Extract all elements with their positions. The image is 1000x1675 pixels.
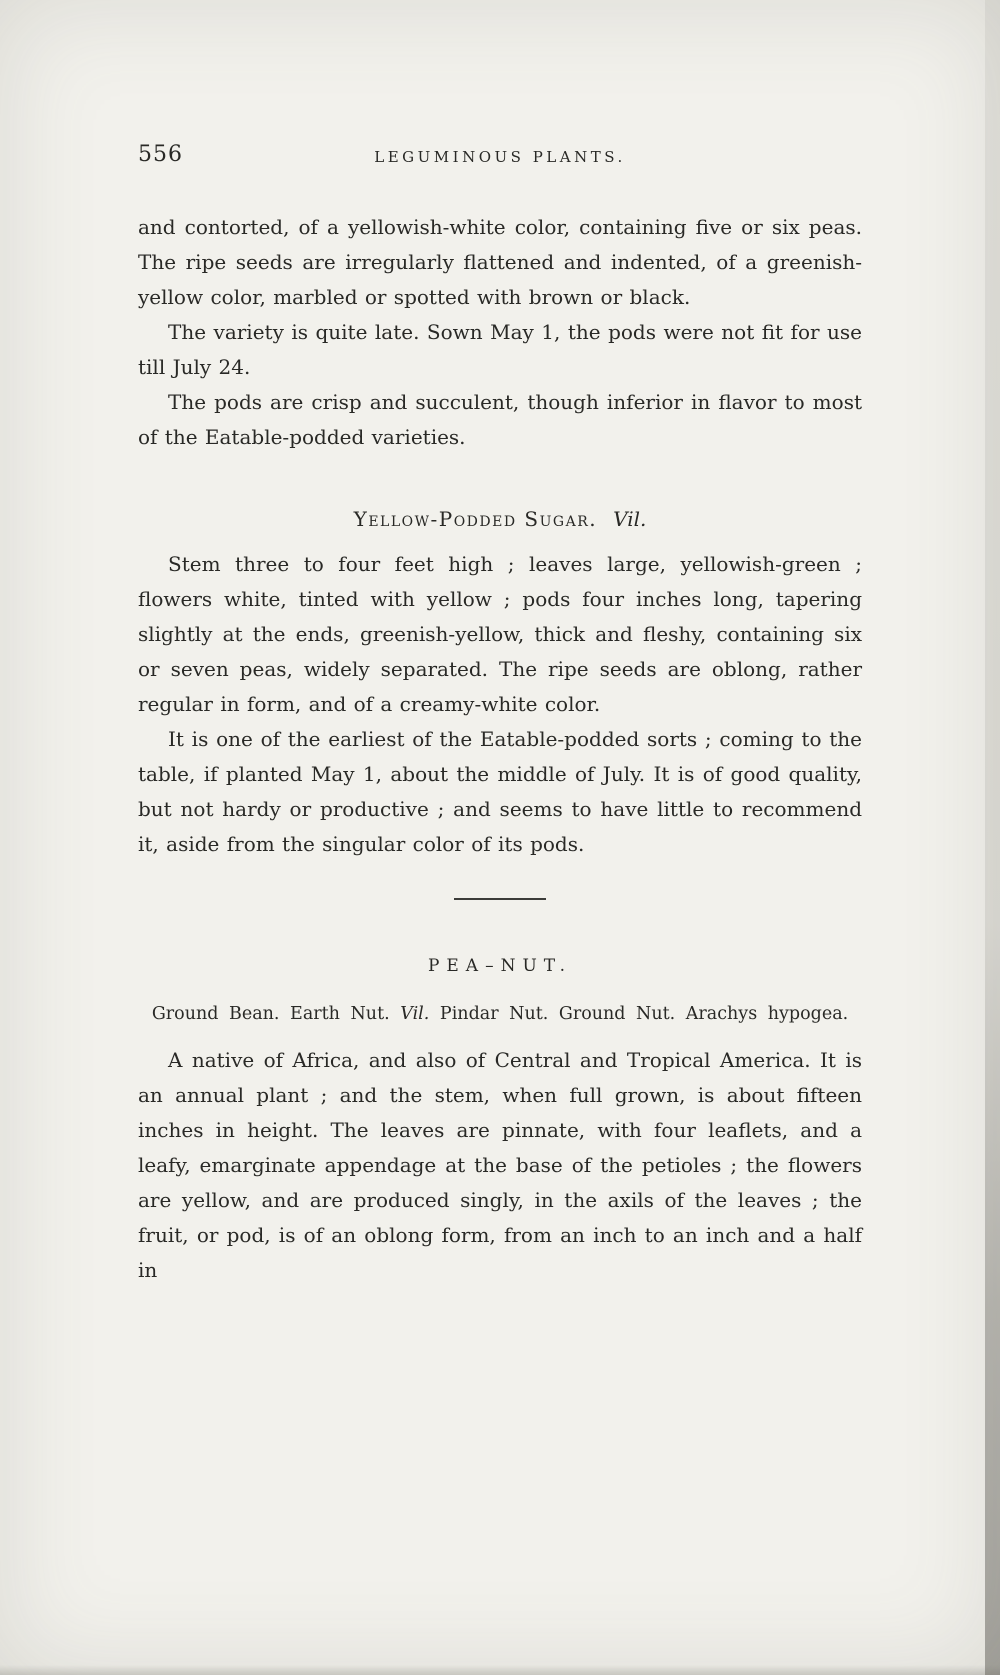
peanut-paragraph-1: A native of Africa, and also of Central and Tropical America. It is an annual plant ; and the stem, when full grown, is about fifteen inches in height. The leaves are pinnate, with four leaflets, and a leafy, emarginate appendage at the base of the petioles ; the flowers are yellow, and are produced singly, in the axils of the leaves ; the fruit, or pod, is of an oblong form, from an inch to an inch and a half in [138, 1048, 862, 1282]
section-heading-source: Vil. [613, 507, 647, 531]
section-heading-pea-nut: PEA–NUT. [427, 956, 573, 976]
yellow-podded-paragraph-2: It is one of the earliest of the Eatable-podded sorts ; coming to the table, if planted May 1, about the middle of July. It is of good quality, but not hardy or productive ; and seems to have little to recommend it, aside from the singular color of its pods. [138, 727, 862, 856]
synonyms-source: Vil. [400, 1004, 430, 1024]
intro-paragraph-1: and contorted, of a yellowish-white color, containing five or six peas. The ripe seeds are irregularly flattened and indented, of a greenish-yellow color, marbled or spotted with brown or black. [138, 215, 862, 309]
scan-binding-shadow [985, 0, 1000, 1675]
yellow-podded-paragraph-1: Stem three to four feet high ; leaves large, yellowish-green ; flowers white, tinted with yellow ; pods four inches long, tapering slightly at the ends, greenish-yellow, thick and fleshy, containing six or seven peas, widely separated. The ripe seeds are oblong, rather regular in form, and of a creamy-white color. [138, 552, 862, 716]
intro-paragraph-3: The pods are crisp and succulent, though inferior in flavor to most of the Eatable-podded varieties. [138, 390, 862, 449]
synonyms-line [138, 998, 862, 1031]
running-title: LEGUMINOUS PLANTS. [374, 148, 626, 166]
running-header [138, 142, 862, 172]
synonyms-part-1: Ground Bean. Earth Nut. [151, 1004, 390, 1024]
section-divider [454, 898, 546, 900]
synonyms-part-2: Pindar Nut. Ground Nut. Arachys hypogea. [439, 1004, 849, 1024]
scan-bottom-shadow [0, 1665, 1000, 1675]
intro-paragraph-2: The variety is quite late. Sown May 1, the pods were not fit for use till July 24. [138, 320, 862, 379]
page-number: 556 [138, 142, 183, 167]
book-page [138, 142, 862, 1288]
section-heading-text: Yellow-Podded Sugar. [353, 507, 598, 531]
section-heading-yellow-podded-sugar [138, 507, 862, 531]
